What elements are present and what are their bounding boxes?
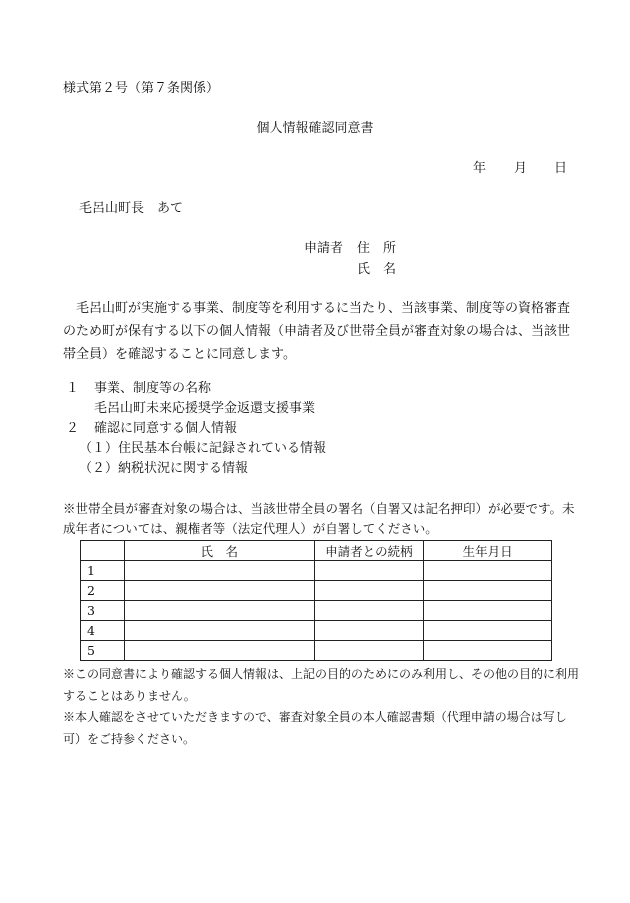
table-row	[81, 641, 552, 661]
date-month: 月	[514, 161, 528, 176]
relationship-cell[interactable]	[314, 561, 424, 581]
usage-note: ※この同意書により確認する個人情報は、上記の目的のためにのみ利用し、その他の目的に利用することはありません。	[63, 667, 580, 703]
item-2-number: ２	[66, 421, 80, 436]
birthdate-cell[interactable]	[424, 561, 552, 581]
applicant-role: 申請者	[304, 241, 344, 256]
table-row	[81, 561, 552, 581]
relationship-cell[interactable]	[314, 601, 424, 621]
household-note: ※世帯全員が審査対象の場合は、当該世帯全員の署名（自署又は記名押印）が必要です。未成年者については、親権者等（法定代理人）が自署してください。	[63, 501, 575, 536]
info-item-2: （２）納税状況に関する情報	[79, 461, 249, 476]
applicant-name-label: 氏 名	[357, 262, 397, 277]
program-name: 毛呂山町未来応援奨学金返還支援事業	[94, 401, 316, 416]
table-header-relationship: 申請者との続柄	[314, 541, 424, 561]
item-2-label: 確認に同意する個人情報	[94, 421, 238, 436]
name-cell[interactable]	[124, 581, 314, 601]
item-1-number: １	[66, 381, 80, 396]
table-row	[81, 581, 552, 601]
row-number: 4	[81, 621, 125, 641]
form-number: 様式第２号（第７条関係）	[63, 81, 220, 96]
addressee: 毛呂山町長 あて	[79, 201, 184, 216]
name-cell[interactable]	[124, 561, 314, 581]
relationship-cell[interactable]	[314, 641, 424, 661]
table-header-row	[81, 541, 552, 561]
row-number: 3	[81, 601, 125, 621]
table-header-name: 氏 名	[124, 541, 314, 561]
table-header-number	[81, 541, 125, 561]
item-1-label: 事業、制度等の名称	[94, 381, 212, 396]
table-header-birthdate: 生年月日	[424, 541, 552, 561]
birthdate-cell[interactable]	[424, 621, 552, 641]
birthdate-cell[interactable]	[424, 581, 552, 601]
date-year: 年	[473, 161, 487, 176]
signature-table	[80, 540, 552, 661]
name-cell[interactable]	[124, 601, 314, 621]
info-item-1: （１）住民基本台帳に記録されている情報	[79, 441, 327, 456]
row-number: 1	[81, 561, 125, 581]
consent-paragraph: 毛呂山町が実施する事業、制度等を利用するに当たり、当該事業、制度等の資格審査のため町が保有する以下の個人情報（申請者及び世帯全員が審査対象の場合は、当該世帯全員）を確認することに同意します。	[63, 301, 571, 362]
identification-note: ※本人確認をさせていただきますので、審査対象全員の本人確認書類（代理申請の場合は写し可）をご持参ください。	[63, 710, 567, 746]
row-number: 2	[81, 581, 125, 601]
birthdate-cell[interactable]	[424, 601, 552, 621]
birthdate-cell[interactable]	[424, 641, 552, 661]
relationship-cell[interactable]	[314, 581, 424, 601]
applicant-address-label: 住 所	[357, 241, 397, 256]
document-title: 個人情報確認同意書	[256, 121, 374, 136]
row-number: 5	[81, 641, 125, 661]
relationship-cell[interactable]	[314, 621, 424, 641]
date-day: 日	[554, 161, 568, 176]
table-row	[81, 601, 552, 621]
table-row	[81, 621, 552, 641]
name-cell[interactable]	[124, 621, 314, 641]
name-cell[interactable]	[124, 641, 314, 661]
